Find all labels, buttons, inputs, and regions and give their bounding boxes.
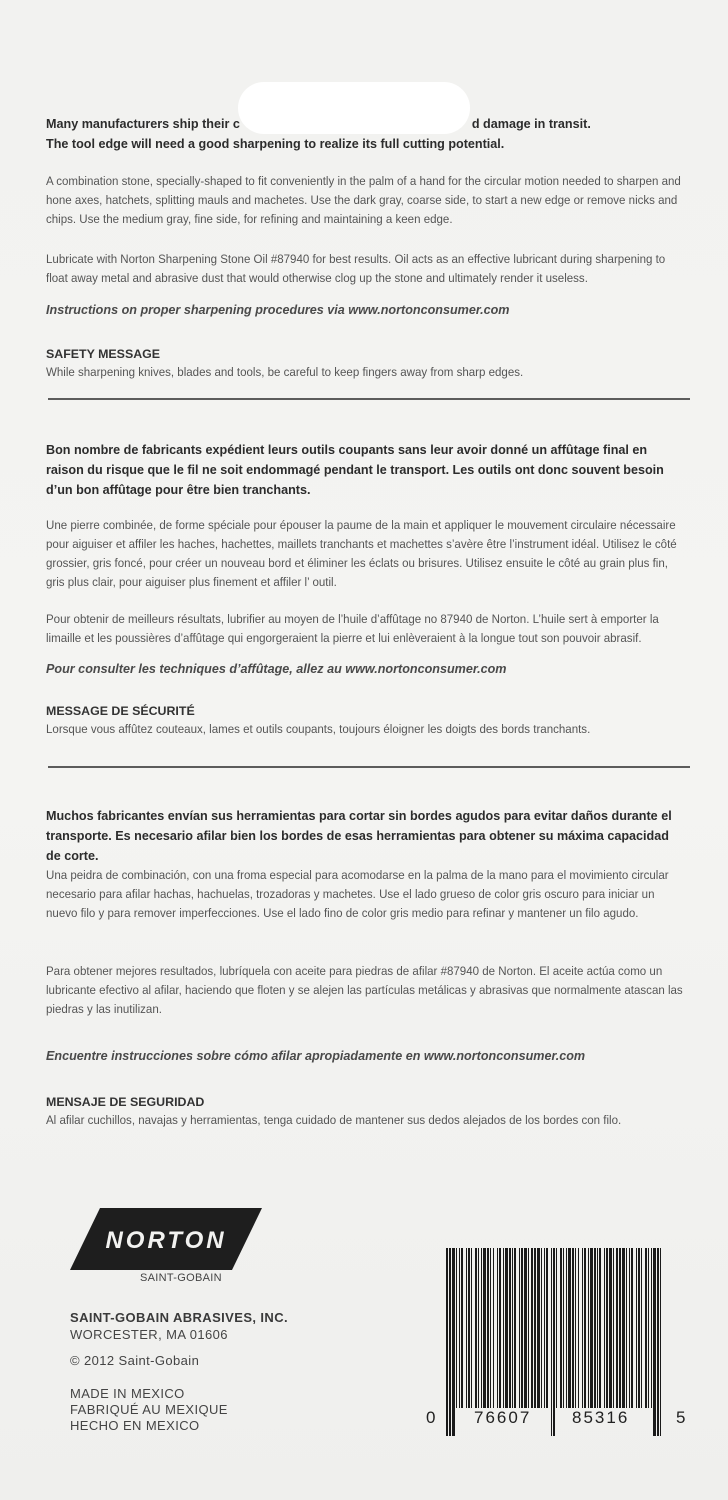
- barcode-bar: [568, 1248, 571, 1408]
- barcode-bar: [651, 1248, 652, 1408]
- barcode-bar: [449, 1248, 451, 1436]
- barcode-bar: [551, 1248, 552, 1436]
- french-url-line: Pour consulter les techniques d’affûtage, allez au www.nortonconsumer.com: [46, 662, 507, 676]
- english-safety-heading: SAFETY MESSAGE: [46, 347, 161, 361]
- barcode-bar: [622, 1248, 625, 1408]
- barcode-bar: [578, 1248, 579, 1408]
- barcode-bar: [541, 1248, 542, 1408]
- barcode-bar: [616, 1248, 618, 1408]
- barcode-bar: [524, 1248, 527, 1408]
- barcode-bar: [566, 1248, 567, 1408]
- spanish-lead: Muchos fabricantes envían sus herramientas para cortar sin bordes agudos para evitar daños durante el transporte. Es necesario afilar bien los bordes de esas herramientas para obtener su máxima capacidad de corte.: [46, 809, 672, 863]
- barcode-bar: [648, 1248, 649, 1408]
- logo-subtitle: SAINT-GOBAIN: [140, 1272, 222, 1284]
- english-body-2: [46, 250, 686, 288]
- barcode-bar: [638, 1248, 640, 1408]
- barcode-bar: [613, 1248, 614, 1408]
- barcode-left-digit: 0: [426, 1408, 438, 1427]
- spanish-url-block: [46, 1046, 686, 1066]
- english-url-line: Instructions on proper sharpening procedures via www.nortonconsumer.com: [46, 303, 510, 317]
- barcode-bar: [575, 1248, 576, 1408]
- barcode-bar: [563, 1248, 564, 1408]
- english-lead-line1-start: Many manufacturers ship their c: [46, 117, 240, 131]
- english-url-block: [46, 300, 686, 320]
- logo-text: NORTON: [105, 1227, 227, 1254]
- barcode-bar: [553, 1248, 555, 1436]
- barcode-bar: [497, 1248, 498, 1408]
- barcode-bar: [490, 1248, 491, 1408]
- barcode-right-digit: 5: [676, 1408, 688, 1427]
- made-in-en: MADE IN MEXICO: [70, 1386, 185, 1401]
- barcode-bar: [452, 1248, 455, 1436]
- made-in-fr: FABRIQUÉ AU MEXIQUE: [70, 1402, 228, 1417]
- barcode-bar: [505, 1248, 508, 1408]
- section-divider-2: [48, 766, 690, 768]
- english-lead-line1-end: d damage in transit.: [471, 117, 591, 131]
- spanish-safety-heading: MENSAJE DE SEGURIDAD: [46, 1095, 205, 1109]
- barcode-bar: [657, 1248, 659, 1436]
- english-body: [46, 172, 686, 229]
- barcode-bar: [446, 1248, 448, 1436]
- spanish-url-line: Encuentre instrucciones sobre cómo afilar apropiadamente en www.nortonconsumer.com: [46, 1049, 586, 1063]
- barcode-bar: [478, 1248, 479, 1408]
- barcode-bar: [588, 1248, 589, 1408]
- barcode-bar: [528, 1248, 529, 1408]
- english-para2: Lubricate with Norton Sharpening Stone Oil #87940 for best results. Oil acts as an effective lubricant during sharpening to float away metal and abrasive dust that would otherwise clog up the stone and ultimately render it useless.: [46, 252, 666, 285]
- barcode-bar: [604, 1248, 605, 1408]
- french-safety-heading: MESSAGE DE SÉCURITÉ: [46, 704, 195, 718]
- barcode-bar: [645, 1248, 647, 1408]
- barcode-group-2: 85316: [572, 1408, 630, 1427]
- barcode-bar: [546, 1248, 548, 1408]
- french-body-2: [46, 610, 686, 648]
- spanish-safety-text: Al afilar cuchillos, navajas y herramientas, tenga cuidado de mantener sus dedos alejados de los bordes con filo.: [46, 1113, 622, 1127]
- barcode-bar: [582, 1248, 583, 1408]
- french-body: [46, 516, 686, 592]
- french-lead-block: [46, 440, 686, 500]
- barcode-bar: [619, 1248, 621, 1408]
- barcode-bar: [531, 1248, 533, 1408]
- english-lead-line2: The tool edge will need a good sharpening to realize its full cutting potential.: [46, 137, 505, 151]
- spanish-body: [46, 866, 686, 923]
- english-section: [46, 114, 686, 154]
- barcode-bar: [466, 1248, 467, 1408]
- spanish-safety: [46, 1093, 686, 1130]
- english-safety: [46, 345, 686, 382]
- barcode-bar: [594, 1248, 596, 1408]
- barcode-bar: [556, 1248, 557, 1408]
- barcode-bar: [503, 1248, 504, 1408]
- barcode-bar: [584, 1248, 586, 1408]
- barcode-bar: [537, 1248, 540, 1408]
- made-in-es: HECHO EN MEXICO: [70, 1418, 200, 1433]
- barcode-bar: [641, 1248, 642, 1408]
- barcode-bar: [653, 1248, 656, 1436]
- barcode-bar: [487, 1248, 489, 1408]
- english-para1: A combination stone, specially-shaped to fit conveniently in the palm of a hand for the circular motion needed to sharpen and hone axes, hatchets, splitting mauls and machetes. Use the dark gray, coarse side, to start a new edge or remove nicks and chips. Use the medium gray, fine side, for refining and maintaining a keen edge.: [46, 174, 681, 226]
- spanish-para2: Para obtener mejores resultados, lubríquela con aceite para piedras de afilar #87940 de Norton. El aceite actúa como un lubricante efectivo al afilar, haciendo que floten y se alejen las partículas metálicas y abrasivas que normalmente atascan las piedras y las inutilizan.: [46, 964, 683, 1016]
- barcode-bar: [599, 1248, 601, 1408]
- norton-logo: [70, 1208, 262, 1270]
- barcode-bar: [597, 1248, 598, 1408]
- barcode-bar: [629, 1248, 630, 1408]
- company-city: WORCESTER, MA 01606: [70, 1327, 228, 1342]
- barcode-bar: [609, 1248, 612, 1408]
- section-divider-1: [48, 398, 690, 400]
- barcode-bar: [512, 1248, 513, 1408]
- barcode-bar: [499, 1248, 501, 1408]
- spanish-body-2: [46, 962, 686, 1019]
- barcode-bar: [471, 1248, 472, 1408]
- barcode-bar: [468, 1248, 470, 1408]
- barcode-bar: [636, 1248, 637, 1408]
- barcode-bar: [475, 1248, 477, 1408]
- company-name: SAINT-GOBAIN ABRASIVES, INC.: [70, 1310, 289, 1325]
- barcode-bar: [481, 1248, 482, 1408]
- french-safety: [46, 702, 686, 739]
- copyright: © 2012 Saint-Gobain: [70, 1353, 200, 1368]
- barcode-bar: [483, 1248, 486, 1408]
- barcode-bar: [544, 1248, 545, 1408]
- english-safety-text: While sharpening knives, blades and tools, be careful to keep fingers away from sharp edges.: [46, 365, 524, 379]
- barcode-bar: [456, 1248, 457, 1408]
- barcode-bar: [572, 1248, 574, 1408]
- barcode-bar: [606, 1248, 608, 1408]
- barcode-bar: [514, 1248, 516, 1408]
- french-para1: Une pierre combinée, de forme spéciale pour épouser la paume de la main et appliquer le mouvement circulaire nécessaire pour aiguiser et affiler les haches, hachettes, maillets tranchants et machettes s’avère être l’instrument idéal. Utilisez le côté grossier, gris foncé, pour créer un nouveau bord et éliminer les éclats ou brisures. Utilisez ensuite le côté au grain plus fin, gris plus clair, pour aiguiser plus finement et affiler l’ outil.: [46, 518, 677, 589]
- barcode-bar: [493, 1248, 494, 1408]
- barcode-bar: [560, 1248, 562, 1408]
- barcode-bar: [519, 1248, 520, 1408]
- french-url-block: [46, 659, 686, 679]
- english-lead: [46, 114, 686, 154]
- barcode-bar: [509, 1248, 511, 1408]
- french-lead: Bon nombre de fabricants expédient leurs outils coupants sans leur avoir donné un affûtage final en raison du risque que le fil ne soit endommagé pendant le transport. Les outils ont donc souvent besoin d’un bon affûtage pour être bien tranchants.: [46, 443, 664, 497]
- barcode-bar: [590, 1248, 593, 1408]
- barcode-bar: [660, 1248, 661, 1436]
- spanish-para1: Una peidra de combinación, con una froma especial para acomodarse en la palma de la mano para el movimiento circular necesario para afilar hachas, hachuelas, trozadoras y machetes. Use el lado grueso de color gris oscuro para iniciar un nuevo filo y para remover imperfecciones. Use el lado fino de color gris medio para refinar y mantener un filo agudo.: [46, 868, 669, 920]
- french-safety-text: Lorsque vous affûtez couteaux, lames et outils coupants, toujours éloigner les doigts des bords tranchants.: [46, 722, 591, 736]
- barcode-group-1: 76607: [474, 1408, 532, 1427]
- french-para2: Pour obtenir de meilleurs résultats, lubrifier au moyen de l’huile d’affûtage no 87940 de Norton. L’huile sert à emporter la limaille et les poussières d’affûtage qui engorgeraient la pierre et lui enlèveraient à la longue tout son pouvoir abrasif.: [46, 612, 659, 645]
- barcode-bar: [521, 1248, 523, 1408]
- barcode-bar: [626, 1248, 627, 1408]
- spanish-lead-block: [46, 806, 686, 866]
- barcode-bar: [534, 1248, 536, 1408]
- barcode-bar: [631, 1248, 633, 1408]
- barcode-bar: [459, 1248, 460, 1408]
- barcode-bar: [461, 1248, 463, 1408]
